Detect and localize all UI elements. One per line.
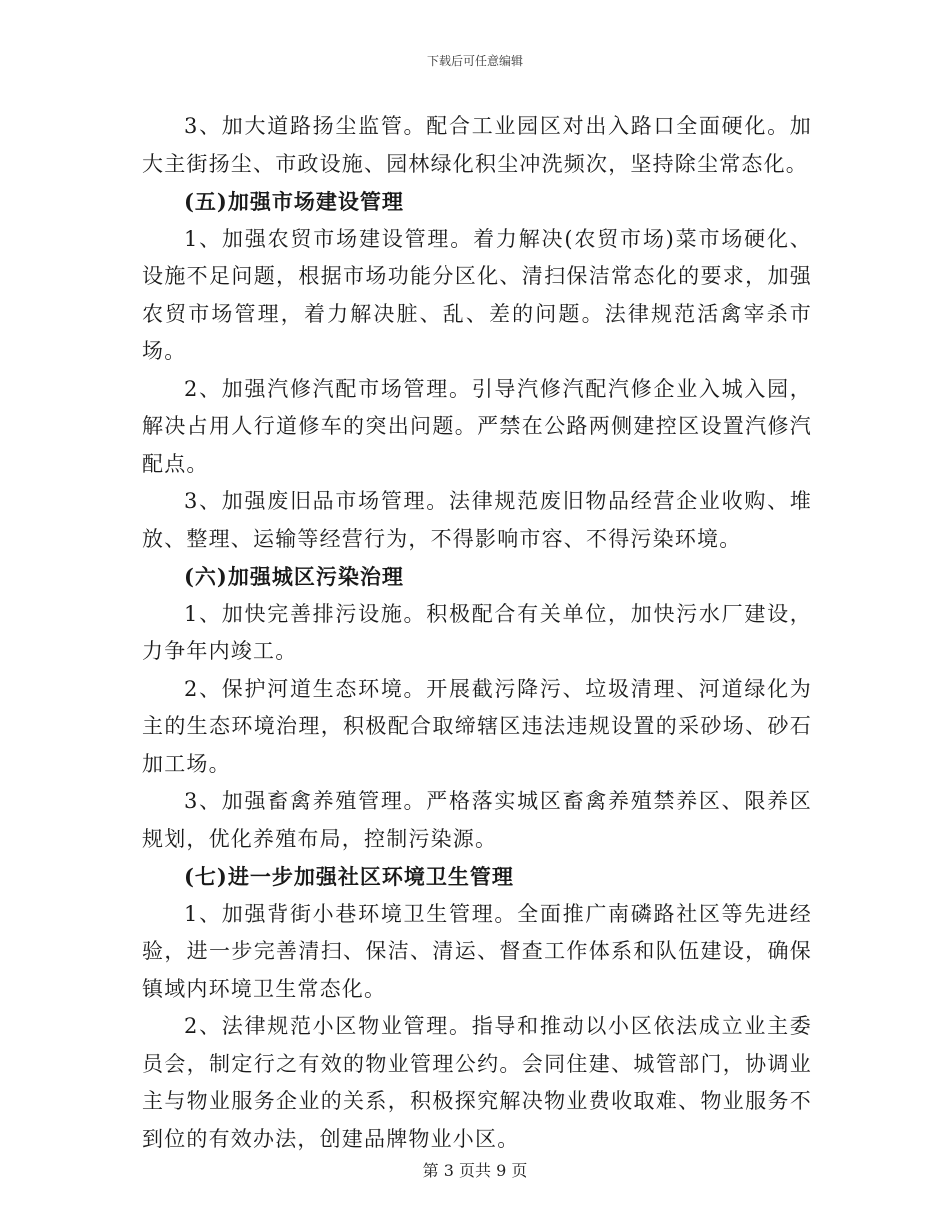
paragraph: 2、法律规范小区物业管理。指导和推动以小区依法成立业主委员会，制定行之有效的物业管理公约。会同住建、城管部门，协调业主与物业服务企业的关系，积极探究解决物业费收取难、物业服务不到位的有效办法，创建品牌物业小区。 [142, 1014, 812, 1151]
paragraph: 1、加强背街小巷环境卫生管理。全面推广南磷路社区等先进经验，进一步完善清扫、保洁、清运、督查工作体系和队伍建设，确保镇域内环境卫生常态化。 [142, 901, 812, 1001]
paragraph: 2、保护河道生态环境。开展截污降污、垃圾清理、河道绿化为主的生态环境治理，积极配合取缔辖区违法违规设置的采砂场、砂石加工场。 [142, 676, 812, 776]
paragraph: 2、加强汽修汽配市场管理。引导汽修汽配汽修企业入城入园，解决占用人行道修车的突出问题。严禁在公路两侧建控区设置汽修汽配点。 [142, 376, 812, 476]
page-header: 下载后可任意编辑 [426, 54, 523, 68]
page-footer: 第 3 页共 9 页 [422, 1161, 528, 1180]
document-body [142, 108, 812, 1158]
paragraph: 3、加强废旧品市场管理。法律规范废旧物品经营企业收购、堆放、整理、运输等经营行为，不得影响市容、不得污染环境。 [142, 489, 812, 551]
paragraph: 1、加强农贸市场建设管理。着力解决(农贸市场)菜市场硬化、设施不足问题，根据市场功能分区化、清扫保洁常态化的要求，加强农贸市场管理，着力解决脏、乱、差的问题。法律规范活禽宰杀市场。 [142, 226, 812, 363]
section-heading: (五)加强市场建设管理 [184, 189, 404, 214]
paragraph: 3、加大道路扬尘监管。配合工业园区对出入路口全面硬化。加大主街扬尘、市政设施、园林绿化积尘冲洗频次，坚持除尘常态化。 [142, 114, 812, 176]
paragraph: 3、加强畜禽养殖管理。严格落实城区畜禽养殖禁养区、限养区规划，优化养殖布局，控制污染源。 [142, 789, 812, 851]
paragraph: 1、加快完善排污设施。积极配合有关单位，加快污水厂建设，力争年内竣工。 [142, 601, 812, 663]
section-heading: (七)进一步加强社区环境卫生管理 [184, 864, 514, 889]
section-heading: (六)加强城区污染治理 [184, 564, 404, 589]
